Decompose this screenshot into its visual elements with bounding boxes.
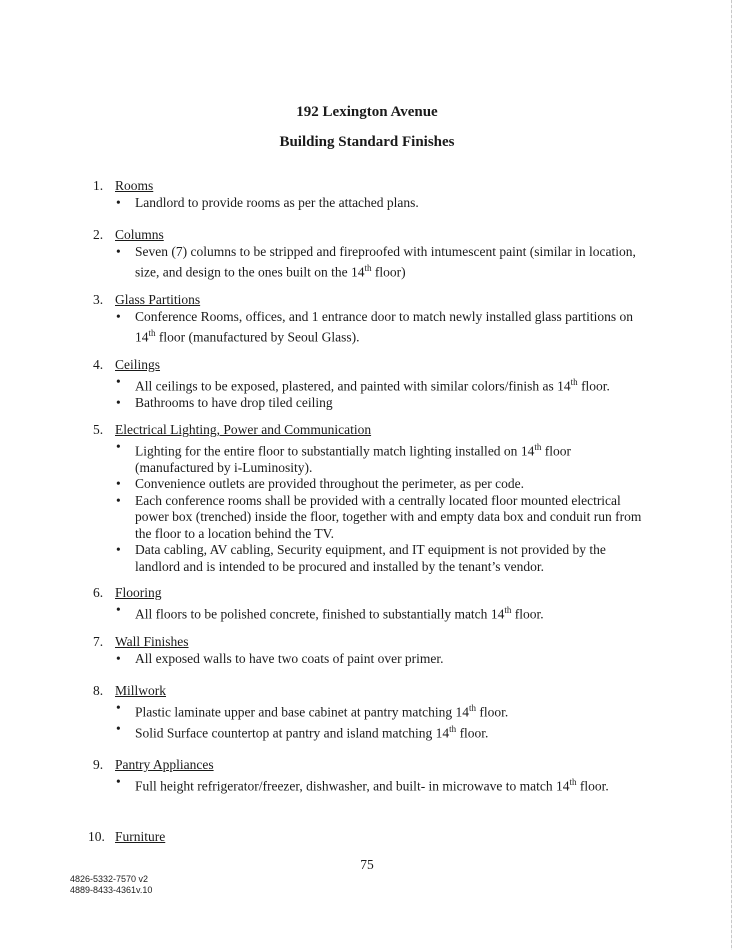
section-heading: Millwork [115,683,167,698]
bullet-item: • Solid Surface countertop at pantry and island matching 14th floor. [93,721,653,742]
section-number: 1. [93,178,104,193]
section-number: 9. [93,757,104,772]
section-number: 5. [93,422,104,437]
section-number: 7. [93,634,104,649]
section-heading: Rooms [115,178,154,193]
section-heading: Columns [115,227,164,242]
document-id: 4826-5332-7570 v2 [70,874,149,884]
section-heading: Flooring [115,585,162,600]
bullet-item: • Bathrooms to have drop tiled ceiling [93,395,653,412]
section-heading: Pantry Appliances [115,757,214,772]
section-electrical [93,422,653,575]
section-heading: Furniture [115,829,166,844]
section-number: 10. [88,829,105,844]
bullet-item: • All ceilings to be exposed, plastered, and painted with similar colors/finish as 14th floor. [93,374,653,395]
document-subtitle: Building Standard Finishes [279,134,455,150]
document-id: 4889-8433-4361v.10 [70,885,153,895]
section-heading: Electrical Lighting, Power and Communication [115,422,372,437]
section-millwork [93,683,653,742]
bullet-item: • Seven (7) columns to be stripped and fireproofed with intumescent paint (similar in location, size, and design to the ones built on the 14th floor) [93,244,653,282]
bullet-item: • Data cabling, AV cabling, Security equipment, and IT equipment is not provided by the landlord and is intended to be procured and installed by the tenant’s vendor. [93,542,653,575]
section-heading: Ceilings [115,357,161,372]
page-number: 75 [360,857,374,872]
section-glass-partitions [93,292,653,346]
section-columns [93,227,653,281]
section-number: 2. [93,227,104,242]
section-wall-finishes [93,634,653,667]
section-rooms [93,178,653,211]
section-pantry-appliances [93,757,653,795]
bullet-item: • Each conference rooms shall be provided with a centrally located floor mounted electrical power box (trenched) inside the floor, together with and empty data box and conduit run from the floor to a location behind the TV. [93,493,653,543]
section-furniture [88,829,648,846]
document-title: 192 Lexington Avenue [296,104,438,120]
section-flooring [93,585,653,623]
section-number: 3. [93,292,104,307]
bullet-item: • Plastic laminate upper and base cabinet at pantry matching 14th floor. [93,700,653,721]
section-heading: Wall Finishes [115,634,189,649]
bullet-item: • Conference Rooms, offices, and 1 entrance door to match newly installed glass partitions on 14th floor (manufactured by Seoul Glass). [93,309,653,347]
bullet-item: • All floors to be polished concrete, finished to substantially match 14th floor. [93,602,653,623]
bullet-item: • Lighting for the entire floor to substantially match lighting installed on 14th floor (manufactured by i-Luminosity). [93,439,653,477]
bullet-item: • All exposed walls to have two coats of paint over primer. [93,651,653,668]
bullet-item: • Landlord to provide rooms as per the attached plans. [93,195,653,212]
section-ceilings [93,357,653,411]
section-number: 6. [93,585,104,600]
section-number: 8. [93,683,104,698]
bullet-item: • Convenience outlets are provided throughout the perimeter, as per code. [93,476,653,493]
section-heading: Glass Partitions [115,292,201,307]
bullet-item: • Full height refrigerator/freezer, dishwasher, and built- in microwave to match 14th floor. [93,774,653,795]
section-number: 4. [93,357,104,372]
